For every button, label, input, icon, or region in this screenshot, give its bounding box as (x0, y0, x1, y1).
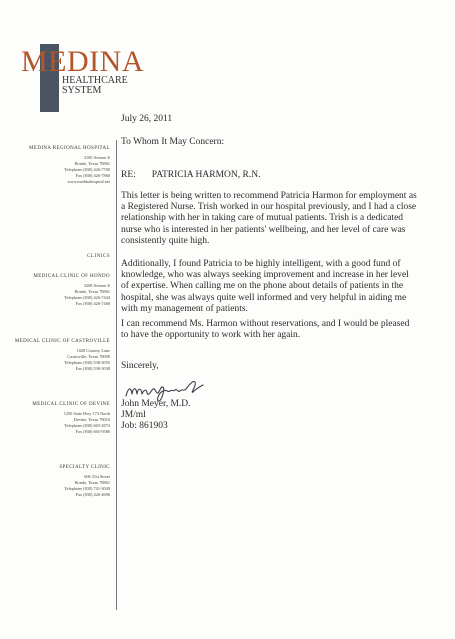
sidebar-divider (116, 140, 117, 610)
clinic-line: Telephone (830) 538-3055 (64, 360, 110, 366)
clinic-line: 1028 Country Lane (76, 348, 110, 354)
logo-subtitle-2: SYSTEM (62, 85, 102, 96)
clinic-hondo (33, 274, 110, 307)
letter-date: July 26, 2011 (121, 114, 173, 124)
clinic-line: Telephone (830) 741-3049 (64, 486, 110, 492)
clinic-line: Fax (830) 665-9586 (75, 429, 110, 435)
clinic-line: 3208 Avenue E (83, 283, 110, 289)
clinic-line: Telephone (830) 665-2874 (64, 423, 110, 429)
hospital-line: 3100 Avenue E (83, 155, 110, 161)
signature-block (121, 399, 191, 431)
subject-label: RE: (121, 170, 136, 180)
paragraph-3: I can recommend Ms. Harmon without reservations, and I would be pleased to have the opportunity to work with her again. (121, 319, 410, 341)
salutation: To Whom It May Concern: (121, 137, 225, 147)
clinic-devine (32, 402, 110, 435)
job-number: Job: 861903 (121, 420, 168, 431)
hospital-title: MEDINA REGIONAL HOSPITAL (29, 146, 110, 151)
clinic-devine-title: MEDICAL CLINIC OF DEVINE (32, 402, 110, 407)
paragraph-1: This letter is being written to recommend Patricia Harmon for employment as a Registered Nurse. Trish worked in our hospital previously, and I had a close relationship with her in taking care of mutual patients. Trish is a dedicated nurse who is interested in her patients' wellbeing, and her level of care was consistently quite high. (121, 191, 417, 246)
hospital-line: Hondo, Texas 78861 (74, 161, 110, 167)
clinic-line: Hondo, Texas 78861 (74, 480, 110, 486)
sidebar-hospital (29, 146, 110, 186)
clinic-line: Fax (830) 426-7468 (75, 301, 110, 307)
clinic-castroville-title: MEDICAL CLINIC OF CASTROVILLE (14, 339, 110, 344)
specialty-clinic (59, 465, 110, 498)
clinic-line: 606 31st Street (84, 474, 110, 480)
clinic-line: Fax (830) 426-4696 (75, 492, 110, 498)
clinic-hondo-title: MEDICAL CLINIC OF HONDO (33, 274, 110, 279)
clinic-line: Telephone (830) 426-7444 (64, 295, 110, 301)
clinic-line: 1250 State Hwy 173 North (63, 411, 110, 417)
paragraph-2: Additionally, I found Patricia to be highly intelligent, with a good fund of knowledge, who was always seeking improvement and increase in her level of expertise. When calling me on the phone about details of patients in the hospital, she was always quite well informed and very helpful in aiding me with my management of patients. (121, 259, 409, 314)
closing: Sincerely, (121, 361, 159, 371)
subject-line (121, 170, 260, 181)
clinic-castroville (15, 339, 110, 372)
specialty-clinic-title: SPECIALTY CLINIC (59, 465, 110, 470)
hospital-line: www.medinahospital.net (67, 179, 110, 185)
clinic-line: Fax (830) 538-3038 (75, 366, 110, 372)
clinic-line: Devine, Texas 78016 (73, 417, 110, 423)
hospital-line: Fax (830) 426-7860 (75, 173, 110, 179)
subject-name: PATRICIA HARMON, R.N. (151, 170, 261, 180)
clinic-line: Hondo, Texas 78861 (74, 289, 110, 295)
hospital-line: Telephone (830) 426-7700 (64, 167, 110, 173)
signer-name: John Meyer, M.D. (121, 399, 191, 409)
logo-name: MEDINA (21, 45, 144, 78)
initials: JM/ml (121, 409, 146, 420)
logo-subtitle-1: HEALTHCARE (62, 75, 128, 86)
clinics-heading: CLINICS (87, 253, 110, 259)
clinic-line: Castroville, Texas 78009 (67, 354, 110, 360)
